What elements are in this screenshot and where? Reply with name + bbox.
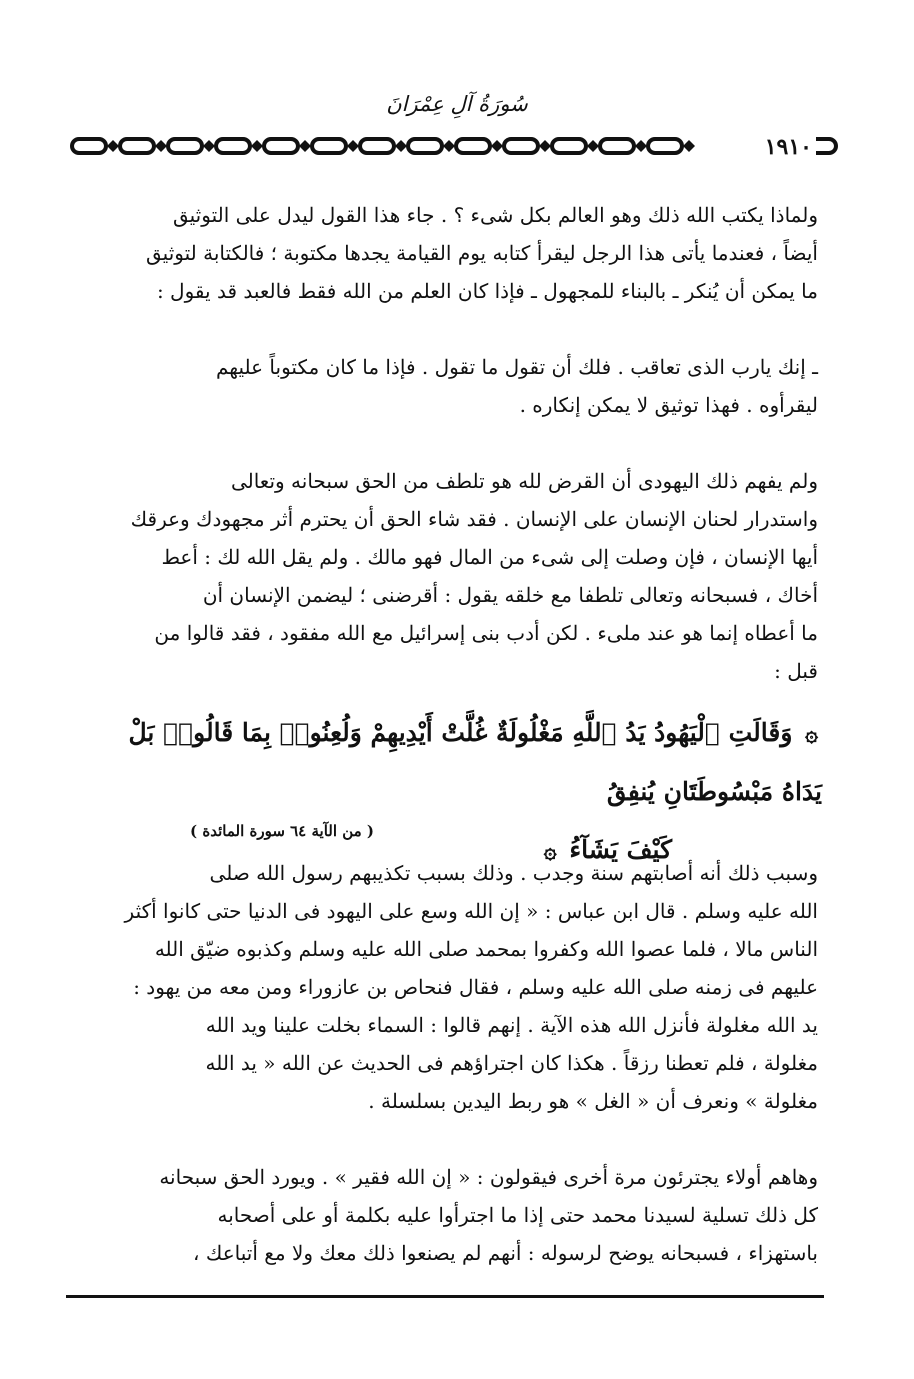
text-line: ـ إنك يارب الذى تعاقب . فلك أن تقول ما تقول . فإذا ما كان مكتوباً عليهم xyxy=(215,355,818,379)
paragraph-2 xyxy=(94,348,818,424)
text-line: واستدرار لحنان الإنسان على الإنسان . فقد شاء الحق أن يحترم أثر مجهودك وعرقك xyxy=(130,507,818,531)
ornament-diamond-icon xyxy=(107,140,119,152)
ornament-oval-icon xyxy=(552,139,586,153)
ornament-chain-icon xyxy=(68,130,840,162)
ornament-diamond-icon xyxy=(587,140,599,152)
ornament-oval-icon xyxy=(120,139,154,153)
text-line: أيها الإنسان ، فإن وصلت إلى شىء من المال فهو مالك . ولم يقل الله لك : أعط xyxy=(161,545,818,569)
ornament-oval-icon xyxy=(456,139,490,153)
paragraph-5 xyxy=(94,1158,818,1272)
text-line: أيضاً ، فعندما يأتى هذا الرجل ليقرأ كتابه يوم القيامة يجدها مكتوبة ؛ فالكتابة لتوثيق xyxy=(146,241,818,265)
verse-line-1 xyxy=(92,704,822,821)
page-number: ١٩١٠ xyxy=(761,134,816,160)
ornament-oval-icon xyxy=(264,139,298,153)
paragraph-4 xyxy=(94,854,818,1120)
text-line: ما يمكن أن يُنكر ـ بالبناء للمجهول ـ فإذا كان العلم من الله فقط فالعبد قد يقول : xyxy=(156,279,818,303)
verse-open-star-icon: ۞ xyxy=(805,721,818,747)
text-line: يد الله مغلولة فأنزل الله هذه الآية . إنهم قالوا : السماء بخلت علينا ويد الله xyxy=(205,1013,818,1037)
ornament-diamond-icon xyxy=(683,140,695,152)
ornament-diamond-icon xyxy=(443,140,455,152)
text-line: الله عليه وسلم . قال ابن عباس : « إن الله وسع على اليهود فى الدنيا حتى كانوا أكثر xyxy=(124,899,818,923)
text-line: الناس مالا ، فلما عصوا الله وكفروا بمحمد صلى الله عليه وسلم وكذبوه ضيّق الله xyxy=(154,937,818,961)
ornament-oval-icon xyxy=(600,139,634,153)
ornament-oval-icon xyxy=(216,139,250,153)
ornament-oval-icon xyxy=(168,139,202,153)
verse-text: كَيْفَ يَشَآءُ xyxy=(569,835,672,864)
ornament-oval-icon xyxy=(648,139,682,153)
text-line: مغلولة » ونعرف أن « الغل » هو ربط اليدين بسلسلة . xyxy=(368,1089,818,1113)
ornament-diamond-icon xyxy=(347,140,359,152)
paragraph-3 xyxy=(94,462,818,690)
ornament-oval-icon xyxy=(408,139,442,153)
text-line: ولم يفهم ذلك اليهودى أن القرض لله هو تلطف من الحق سبحانه وتعالى xyxy=(230,469,818,493)
verse-text: وَقَالَتِ ٱلْيَهُودُ يَدُ ٱللَّهِ مَغْلُولَةٌ غُلَّتْ أَيْدِيهِمْ وَلُعِنُوا۟ بِمَا قَالُوا۟ بَلْ يَدَاهُ مَبْسُوطَتَانِ يُنفِقُ xyxy=(128,718,822,806)
ornamental-border xyxy=(68,130,840,162)
ornament-oval-icon xyxy=(72,139,106,153)
ornament-diamond-icon xyxy=(155,140,167,152)
ornament-diamond-icon xyxy=(299,140,311,152)
text-line: ولماذا يكتب الله ذلك وهو العالم بكل شىء ؟ . جاء هذا القول ليدل على التوثيق xyxy=(172,203,818,227)
ornament-diamond-icon xyxy=(635,140,647,152)
text-line: قبل : xyxy=(774,659,818,683)
verse-close-star-icon: ۞ xyxy=(543,838,557,864)
ornament-oval-icon xyxy=(504,139,538,153)
text-line: باستهزاء ، فسبحانه يوضح لرسوله : أنهم لم يصنعوا ذلك معك ولا مع أتباعك ، xyxy=(193,1241,818,1265)
text-line: وهاهم أولاء يجترئون مرة أخرى فيقولون : « إن الله فقير » . ويورد الحق سبحانه xyxy=(159,1165,818,1189)
text-line: عليهم فى زمنه صلى الله عليه وسلم ، فقال فنحاص بن عازوراء ومن معه من يهود : xyxy=(133,975,818,999)
ornament-diamond-icon xyxy=(539,140,551,152)
surah-title: سُورَةُ آلِ عِمْرَانَ xyxy=(386,92,528,116)
verse-reference: ( من الآية ٦٤ سورة المائدة ) xyxy=(190,822,374,840)
text-line: أخاك ، فسبحانه وتعالى تلطفا مع خلقه يقول : أقرضنى ؛ ليضمن الإنسان أن xyxy=(202,583,818,607)
bottom-divider xyxy=(66,1295,824,1298)
ornament-diamond-icon xyxy=(203,140,215,152)
text-line: وسبب ذلك أنه أصابتهم سنة وجدب . وذلك بسبب تكذيبهم رسول الله صلى xyxy=(209,861,818,885)
text-line: ليقرأوه . فهذا توثيق لا يمكن إنكاره . xyxy=(519,393,818,417)
ornament-diamond-icon xyxy=(395,140,407,152)
ornament-oval-icon xyxy=(360,139,394,153)
ornament-diamond-icon xyxy=(251,140,263,152)
ornament-diamond-icon xyxy=(491,140,503,152)
ornament-oval-icon xyxy=(312,139,346,153)
text-line: كل ذلك تسلية لسيدنا محمد حتى إذا ما اجترأوا عليه بكلمة أو على أصحابه xyxy=(217,1203,818,1227)
text-line: مغلولة ، فلم تعطنا رزقاً . هكذا كان اجتراؤهم فى الحديث عن الله « يد الله xyxy=(205,1051,818,1075)
text-line: ما أعطاه إنما هو عند ملىء . لكن أدب بنى إسرائيل مع الله مفقود ، فقد قالوا من xyxy=(154,621,818,645)
paragraph-1 xyxy=(94,196,818,310)
